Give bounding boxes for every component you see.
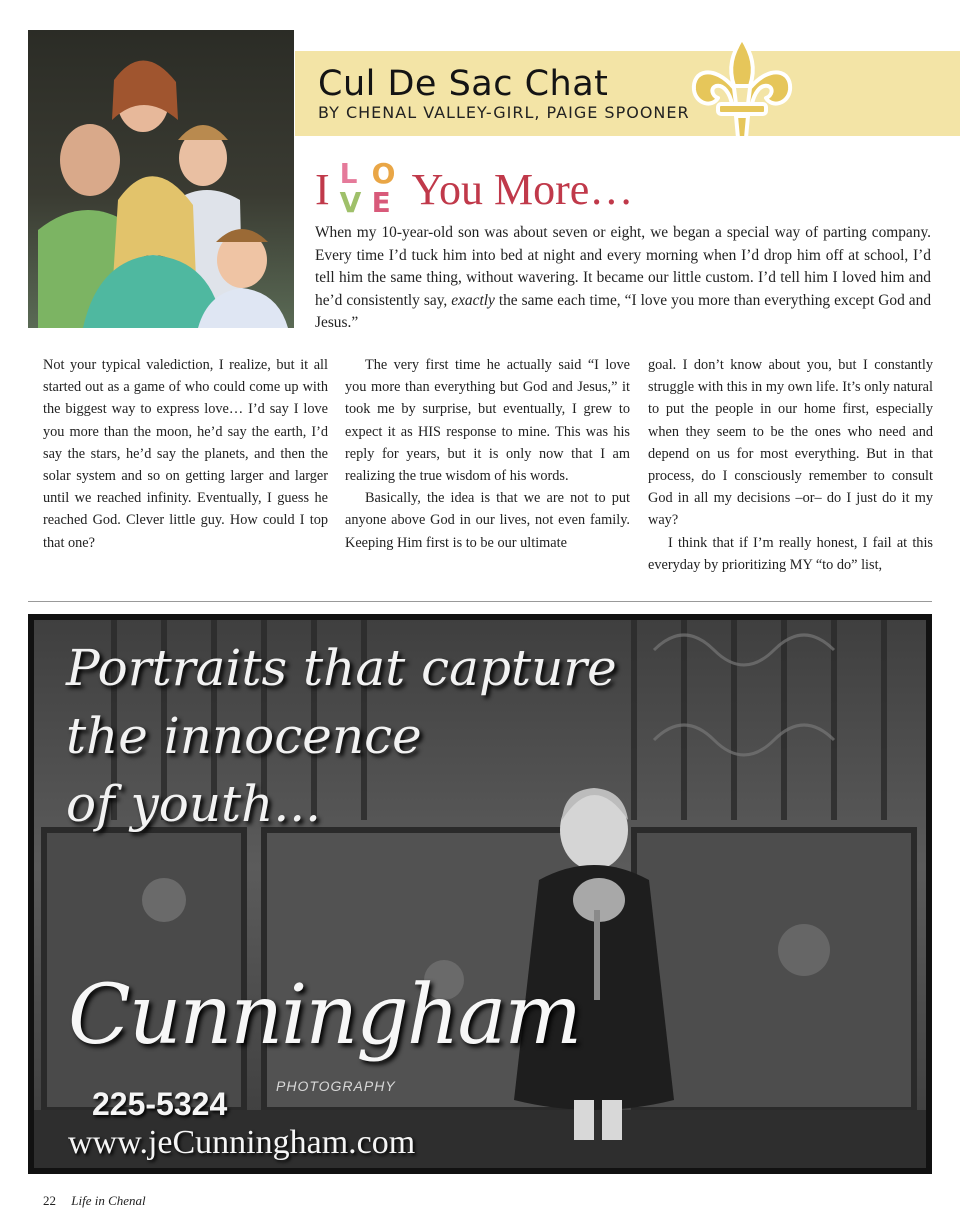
paragraph: goal. I don’t know about you, but I constantly struggle with this in my own life. It’s only natural to put the people in our home first, especially when they seem to be the ones who need and depend on us for most everything. But in that process, do I consciously remember to consult God in all my decisions –or– do I just do it my way?: [648, 357, 933, 529]
ad-headline-line: Portraits that capture: [66, 639, 617, 697]
body-column-3: [648, 354, 933, 576]
fleur-de-lis-icon: [684, 34, 800, 144]
paragraph: The very first time he actually said “I love you more than everything but God and Jesus,” it took me by surprise, but eventually, I grew to expect it as HIS response to mine. This was his reply for years, but it is only now that I am realizing the true wisdom of his words.: [345, 357, 630, 485]
ad-headline: [66, 634, 617, 838]
divider: [28, 601, 932, 602]
brand-subtitle: PHOTOGRAPHY: [276, 1078, 396, 1094]
column-title: Cul De Sac Chat: [318, 64, 609, 104]
headline-suffix: You More…: [411, 164, 634, 214]
intro-paragraph: [315, 222, 931, 335]
intro-text: When my 10-year-old son was about seven or eight, we began a special way of parting company. Every time I’d tuck him into bed at night and every morning when I’d drop him off at school, I’d tell him the same thing, without wavering. It became our little custom. I’d tell him I loved him and he’d consistently say, exactly the same each time, “I love you more than everything except God and Jesus.”: [315, 224, 932, 331]
publication-name: Life in Chenal: [71, 1193, 146, 1208]
byline: BY CHENAL VALLEY-GIRL, PAIGE SPOONER: [318, 103, 690, 122]
headline-prefix: I: [315, 164, 330, 214]
love-letter-v: V: [339, 186, 362, 219]
page-number: 22: [43, 1193, 56, 1208]
body-column-1: [43, 354, 328, 554]
ad-photo: [34, 620, 926, 1168]
body-column-2: [345, 354, 630, 554]
paragraph: I think that if I’m really honest, I fail at this everyday by prioritizing MY “to do” list,: [648, 534, 933, 573]
family-photo-illustration: [28, 30, 294, 328]
love-flower-letters: [338, 157, 402, 219]
paragraph: Not your typical valediction, I realize, but it all started out as a game of who could come up with the biggest way to express love… I’d say I love you more than the moon, he’d say the earth, I’d say the stars, he’d say the planets, and then the solar system and so on getting larger and larger until we reached infinity. Eventually, I guess he reached God. Clever little guy. How could I top that one?: [43, 357, 328, 551]
cunningham-photography-ad: [28, 614, 932, 1174]
headline: [315, 157, 634, 219]
ad-phone-number: 225-5324: [92, 1086, 228, 1122]
ad-website: www.jeCunningham.com: [68, 1124, 416, 1161]
love-letter-e: E: [371, 186, 391, 219]
love-letter-o: O: [371, 157, 396, 190]
brand-logo: Cunningham: [68, 968, 581, 1063]
ad-headline-line: of youth...: [66, 775, 322, 833]
family-photo: [28, 30, 294, 328]
paragraph: Basically, the idea is that we are not to put anyone above God in our lives, not even family. Keeping Him first is to be our ultimate: [345, 490, 630, 551]
page-footer: [43, 1193, 146, 1209]
ad-headline-line: the innocence: [66, 707, 422, 765]
love-letter-l: L: [339, 157, 358, 190]
